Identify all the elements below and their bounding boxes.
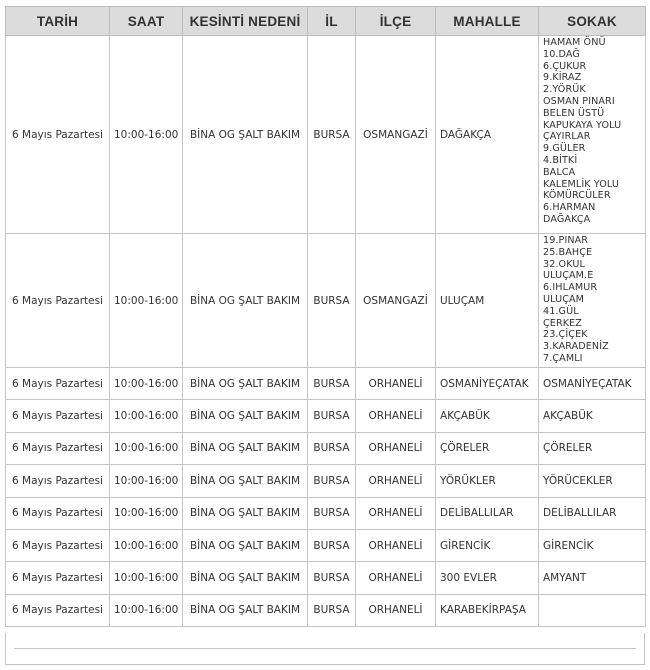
cell-reason: BİNA OG ŞALT BAKIM	[183, 497, 308, 529]
outage-table	[5, 6, 646, 627]
cell-street: DELİBALLILAR	[539, 497, 646, 529]
street-item: KÖMÜRCÜLER	[543, 190, 611, 202]
table-row	[6, 36, 646, 234]
cell-district: ORHANELİ	[356, 497, 436, 529]
street-item: ULUÇAM	[543, 293, 585, 305]
cell-reason: BİNA OG ŞALT BAKIM	[183, 234, 308, 368]
cell-district: ORHANELİ	[356, 465, 436, 497]
table-row	[6, 465, 646, 497]
cell-date: 6 Mayıs Pazartesi	[6, 594, 110, 626]
cell-city: BURSA	[308, 529, 356, 561]
street-item: 19.PINAR	[543, 235, 589, 246]
cell-date: 6 Mayıs Pazartesi	[6, 36, 110, 234]
cell-neighborhood: ÇÖRELER	[436, 432, 539, 464]
street-item: 41.GÜL	[543, 305, 579, 317]
cell-reason: BİNA OG ŞALT BAKIM	[183, 594, 308, 626]
cell-city: BURSA	[308, 36, 356, 234]
cell-time: 10:00-16:00	[110, 36, 183, 234]
cell-neighborhood: 300 EVLER	[436, 562, 539, 594]
cell-district: ORHANELİ	[356, 400, 436, 432]
outage-table-container	[5, 6, 645, 627]
cell-time: 10:00-16:00	[110, 368, 183, 400]
street-item: KALEMLİK YOLU	[543, 178, 619, 190]
header-street: SOKAK	[539, 7, 646, 36]
cell-neighborhood: OSMANİYEÇATAK	[436, 368, 539, 400]
cell-city: BURSA	[308, 465, 356, 497]
street-item: 23.ÇİÇEK	[543, 329, 588, 341]
cell-district: ORHANELİ	[356, 594, 436, 626]
cell-date: 6 Mayıs Pazartesi	[6, 562, 110, 594]
table-row	[6, 368, 646, 400]
table-row	[6, 594, 646, 626]
cell-street-list	[539, 36, 646, 234]
cell-neighborhood: AKÇABÜK	[436, 400, 539, 432]
street-item: 2.YÖRÜK	[543, 84, 586, 96]
table-row	[6, 529, 646, 561]
header-reason: KESİNTİ NEDENİ	[183, 7, 308, 36]
street-item: 6.HARMAN	[543, 202, 596, 214]
cell-date: 6 Mayıs Pazartesi	[6, 400, 110, 432]
cell-city: BURSA	[308, 400, 356, 432]
cell-city: BURSA	[308, 562, 356, 594]
table-row	[6, 400, 646, 432]
street-item: 4.BİTKİ	[543, 154, 578, 166]
cell-time: 10:00-16:00	[110, 400, 183, 432]
street-item: 25.BAHÇE	[543, 246, 593, 258]
cell-street: AKÇABÜK	[539, 400, 646, 432]
cell-street-list	[539, 234, 646, 368]
street-item: BALCA	[543, 166, 576, 178]
cell-reason: BİNA OG ŞALT BAKIM	[183, 368, 308, 400]
street-item: 9.GÜLER	[543, 143, 586, 155]
cell-reason: BİNA OG ŞALT BAKIM	[183, 400, 308, 432]
cell-time: 10:00-16:00	[110, 594, 183, 626]
cell-time: 10:00-16:00	[110, 562, 183, 594]
cell-district: ORHANELİ	[356, 529, 436, 561]
cell-neighborhood: ULUÇAM	[436, 234, 539, 368]
cell-reason: BİNA OG ŞALT BAKIM	[183, 36, 308, 234]
cell-district: ORHANELİ	[356, 368, 436, 400]
cell-neighborhood: DAĞAKÇA	[436, 36, 539, 234]
table-row	[6, 234, 646, 368]
header-date: TARİH	[6, 7, 110, 36]
cell-city: BURSA	[308, 594, 356, 626]
street-item: DAĞAKÇA	[543, 213, 591, 225]
cell-reason: BİNA OG ŞALT BAKIM	[183, 562, 308, 594]
cell-reason: BİNA OG ŞALT BAKIM	[183, 465, 308, 497]
cell-time: 10:00-16:00	[110, 497, 183, 529]
cell-neighborhood: YÖRÜKLER	[436, 465, 539, 497]
table-row	[6, 497, 646, 529]
footer-divider	[14, 648, 636, 649]
table-row	[6, 562, 646, 594]
header-time: SAAT	[110, 7, 183, 36]
cell-district: ORHANELİ	[356, 562, 436, 594]
table-footer	[5, 633, 645, 665]
header-row	[6, 7, 646, 36]
cell-district: OSMANGAZİ	[356, 234, 436, 368]
cell-time: 10:00-16:00	[110, 432, 183, 464]
cell-time: 10:00-16:00	[110, 234, 183, 368]
cell-time: 10:00-16:00	[110, 465, 183, 497]
table-row	[6, 432, 646, 464]
street-item: KAPUKAYA YOLU	[543, 119, 622, 131]
street-item: 7.ÇAMLI	[543, 352, 583, 364]
street-item: 32.OKUL	[543, 258, 585, 270]
cell-date: 6 Mayıs Pazartesi	[6, 529, 110, 561]
cell-city: BURSA	[308, 234, 356, 368]
header-city: İL	[308, 7, 356, 36]
cell-date: 6 Mayıs Pazartesi	[6, 234, 110, 368]
cell-date: 6 Mayıs Pazartesi	[6, 368, 110, 400]
cell-street: OSMANİYEÇATAK	[539, 368, 646, 400]
street-item: HAMAM ÖNÜ	[543, 37, 606, 48]
street-item: ÇERKEZ	[543, 317, 582, 329]
cell-neighborhood: GİRENCİK	[436, 529, 539, 561]
cell-street	[539, 594, 646, 626]
cell-neighborhood: KARABEKİRPAŞA	[436, 594, 539, 626]
street-item: ULUÇAM.E	[543, 270, 594, 282]
cell-date: 6 Mayıs Pazartesi	[6, 432, 110, 464]
street-item: 6.ÇUKUR	[543, 60, 587, 72]
street-item: BELEN ÜSTÜ	[543, 107, 605, 119]
cell-city: BURSA	[308, 368, 356, 400]
cell-time: 10:00-16:00	[110, 529, 183, 561]
street-item: OSMAN PINARI	[543, 95, 615, 107]
cell-street: AMYANT	[539, 562, 646, 594]
cell-street: YÖRÜCEKLER	[539, 465, 646, 497]
street-item: 10.DAĞ	[543, 48, 580, 60]
cell-date: 6 Mayıs Pazartesi	[6, 497, 110, 529]
street-item: 6.IHLAMUR	[543, 282, 598, 294]
cell-street: ÇÖRELER	[539, 432, 646, 464]
street-item: 3.KARADENİZ	[543, 341, 609, 353]
header-neighborhood: MAHALLE	[436, 7, 539, 36]
cell-district: ORHANELİ	[356, 432, 436, 464]
cell-neighborhood: DELİBALLILAR	[436, 497, 539, 529]
cell-district: OSMANGAZİ	[356, 36, 436, 234]
cell-reason: BİNA OG ŞALT BAKIM	[183, 432, 308, 464]
cell-date: 6 Mayıs Pazartesi	[6, 465, 110, 497]
street-item: 9.KİRAZ	[543, 72, 582, 84]
cell-reason: BİNA OG ŞALT BAKIM	[183, 529, 308, 561]
cell-street: GİRENCİK	[539, 529, 646, 561]
street-item: ÇAYIRLAR	[543, 131, 591, 143]
cell-city: BURSA	[308, 497, 356, 529]
header-district: İLÇE	[356, 7, 436, 36]
cell-city: BURSA	[308, 432, 356, 464]
